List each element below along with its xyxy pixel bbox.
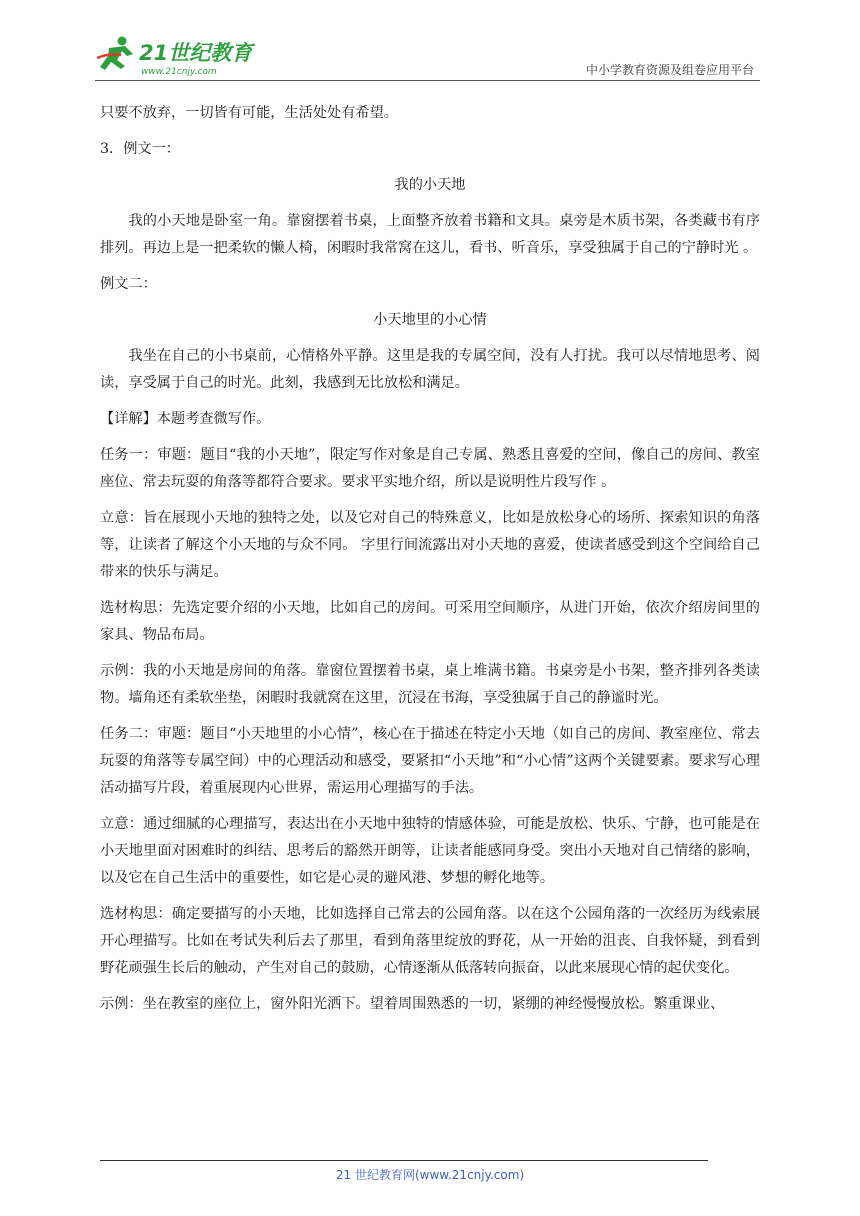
logo-21cnjy: [95, 34, 265, 78]
logo-url: www.21cnjy.com: [141, 67, 217, 77]
task-1-analysis: 任务一：审题：题目“我的小天地”，限定写作对象是自己专属、熟悉且喜爱的空间，像自己的房间、教室座位、常去玩耍的角落等都符合要求。要求平实地介绍，所以是说明性片段写作 。: [100, 447, 760, 490]
example-1-title: 我的小天地: [394, 177, 466, 193]
task-2-sample: 示例：坐在教室的座位上，窗外阳光洒下。望着周围熟悉的一切，紧绷的神经慢慢放松。繁重课业、: [100, 996, 725, 1012]
example-1-label: 3．例文一：: [100, 141, 180, 157]
task-1-intent: 立意：旨在展现小天地的独特之处，以及它对自己的特殊意义，比如是放松身心的场所、探索知识的角落等，让读者了解这个小天地的与众不同。 字里行间流露出对小天地的喜爱，使读者感受到这个空间给自己带来的快乐与满足。: [100, 510, 760, 580]
paragraph-conclusion: 只要不放弃，一切皆有可能，生活处处有希望。: [100, 105, 398, 121]
footer-divider: [100, 1160, 708, 1161]
example-1-text: 我的小天地是卧室一角。靠窗摆着书桌，上面整齐放着书籍和文具。桌旁是木质书架，各类藏书有序排列。再边上是一把柔软的懒人椅，闲暇时我常窝在这儿，看书、听音乐，享受独属于自己的宁静时光 。: [100, 213, 760, 256]
task-2-intent: 立意：通过细腻的心理描写，表达出在小天地中独特的情感体验，可能是放松、快乐、宁静，也可能是在小天地里面对困难时的纠结、思考后的豁然开朗等，让读者能感同身受。突出小天地对自己情绪的影响，以及它在自己生活中的重要性，如它是心灵的避风港、梦想的孵化地等。: [100, 816, 760, 886]
logo-text: 21世纪教育: [139, 41, 253, 65]
runner-icon: [97, 37, 133, 71]
document-body: [100, 100, 760, 1018]
header-divider: [95, 80, 760, 81]
task-2-material: 选材构思：确定要描写的小天地，比如选择自己常去的公园角落。以在这个公园角落的一次经历为线索展开心理描写。比如在考试失利后去了那里，看到角落里绽放的野花，从一开始的沮丧、自我怀疑，到看到野花顽强生长后的触动，产生对自己的鼓励，心情逐渐从低落转向振奋，以此来展现心情的起伏变化。: [100, 906, 760, 976]
page-header: [95, 34, 760, 84]
task-1-material: 选材构思：先选定要介绍的小天地，比如自己的房间。可采用空间顺序，从进门开始，依次介绍房间里的家具、物品布局。: [100, 600, 760, 643]
footer-site-link[interactable]: 21 世纪教育网(www.21cnjy.com): [335, 1168, 525, 1182]
header-platform-name: 中小学教育资源及组卷应用平台: [585, 63, 754, 77]
example-2-label: 例文二：: [100, 276, 157, 292]
explanation-heading: 【详解】本题考查微写作。: [100, 411, 271, 427]
example-2-title: 小天地里的小心情: [373, 312, 487, 328]
example-2-text: 我坐在自己的小书桌前，心情格外平静。这里是我的专属空间，没有人打扰。我可以尽情地思考、阅读，享受属于自己的时光。此刻，我感到无比放松和满足。: [100, 348, 760, 391]
task-1-sample: 示例：我的小天地是房间的角落。靠窗位置摆着书桌，桌上堆满书籍。书桌旁是小书架，整齐排列各类读物。墙角还有柔软坐垫，闲暇时我就窝在这里，沉浸在书海，享受独属于自己的静谧时光。: [100, 663, 760, 706]
task-2-analysis: 任务二：审题：题目“小天地里的小心情”，核心在于描述在特定小天地（如自己的房间、教室座位、常去玩耍的角落等专属空间）中的心理活动和感受，要紧扣“小天地”和“小心情”这两个关键要素。要求写心理活动描写片段，着重展现内心世界，需运用心理描写的手法。: [100, 726, 760, 796]
